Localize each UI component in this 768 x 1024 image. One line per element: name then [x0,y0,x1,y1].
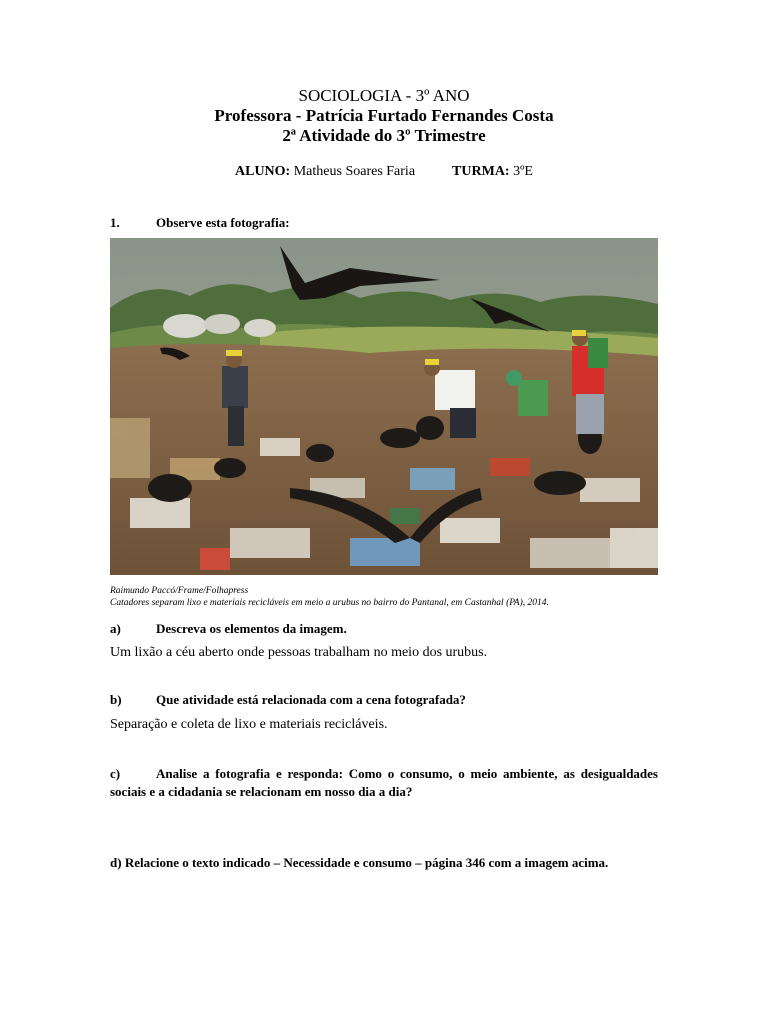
question-1 [110,215,290,231]
teacher-name: Professora - Patrícia Furtado Fernandes Costa [214,106,554,125]
question-a [110,621,658,637]
question-b [110,692,658,708]
student-info [0,164,768,180]
answer-b: Separação e coleta de lixo e materiais recicláveis. [110,717,388,732]
class-value: 3ºE [513,164,533,179]
question-a-text: Descreva os elementos da imagem. [156,621,347,636]
question-d-text: Relacione o texto indicado – Necessidade e consumo – página 346 com a imagem acima. [124,855,609,870]
question-b-label: b) [110,692,122,707]
question-a-label: a) [110,621,121,636]
question-b-text: Que atividade está relacionada com a cena fotografada? [156,692,466,707]
photo-caption: Catadores separam lixo e materiais recicláveis em meio a urubus no bairro do Pantanal, em Castanhal (PA), 2014. [110,598,549,608]
question-d [110,854,658,872]
student-label: ALUNO: [235,164,291,179]
course-title: SOCIOLOGIA - 3º ANO [298,86,470,105]
activity-title: 2ª Atividade do 3º Trimestre [282,126,486,145]
photo-credit: Raimundo Paccó/Frame/Folhapress [110,586,249,596]
question-c-label: c) [110,766,121,781]
question-c [110,765,658,801]
question-1-text: Observe esta fotografia: [156,215,290,230]
question-1-number: 1. [110,215,120,230]
question-c-text: Analise a fotografia e responda: Como o consumo, o meio ambiente, as desigualdades sociais e a cidadania se relacionam em nosso dia a dia? [110,766,658,799]
photo-caption-block [110,585,670,609]
landfill-photo-illustration [110,238,658,575]
answer-a: Um lixão a céu aberto onde pessoas trabalham no meio dos urubus. [110,645,488,660]
landfill-photo [110,238,658,575]
question-d-label: d) [110,855,122,870]
class-label: TURMA: [452,164,510,179]
document-header [0,86,768,146]
student-name: Matheus Soares Faria [293,164,416,179]
